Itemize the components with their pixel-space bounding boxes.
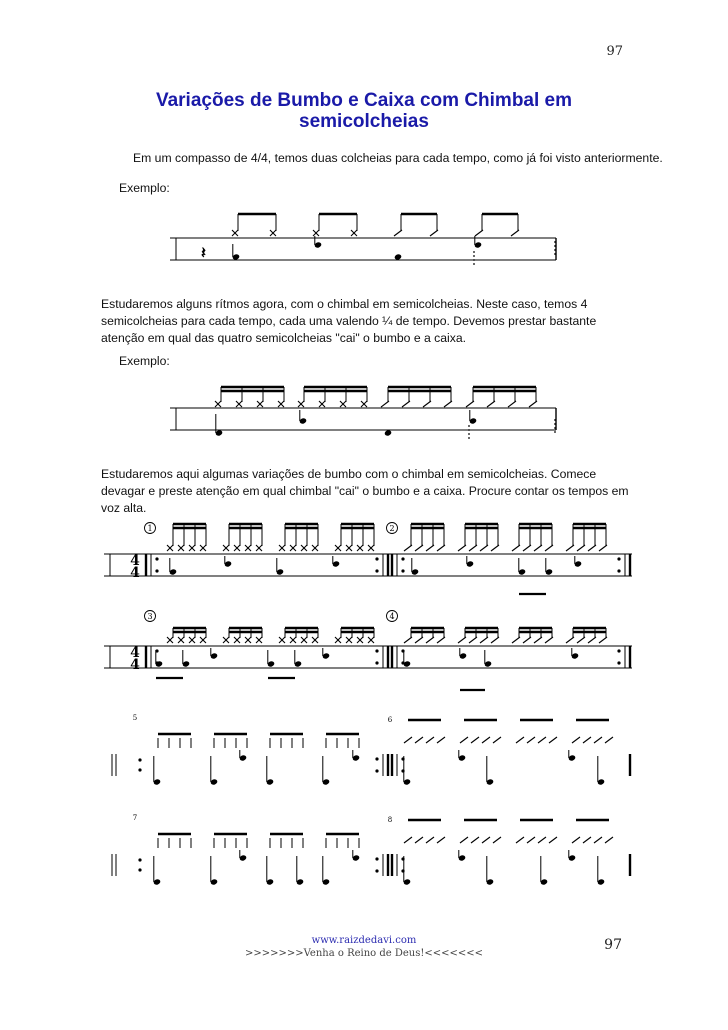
time-signature-bottom: 4 <box>130 565 140 581</box>
hihat-slash-note <box>415 837 423 843</box>
exercise-number: 8 <box>387 816 393 824</box>
exercise-number: 4 <box>389 612 395 621</box>
time-signature-top: 4 <box>130 553 140 569</box>
repeat-dot <box>155 569 158 572</box>
hihat-slash-note <box>527 837 535 843</box>
footer-motto: >>>>>>>Venha o Reino de Deus!<<<<<<< <box>244 948 484 959</box>
hihat-slash-note <box>594 837 602 843</box>
repeat-dot <box>375 661 378 664</box>
exercise-row-3-staff <box>0 712 728 802</box>
repeat-dot <box>401 557 404 560</box>
hihat-slash-note <box>516 737 524 743</box>
hihat-slash-note <box>426 737 434 743</box>
hihat-slash-note <box>415 737 423 743</box>
hihat-slash-note <box>437 837 445 843</box>
hihat-slash-note <box>549 737 557 743</box>
repeat-dot <box>375 569 378 572</box>
page-number-bottom: 97 <box>604 937 622 953</box>
hihat-slash-note <box>549 837 557 843</box>
repeat-dot <box>375 649 378 652</box>
repeat-mark-dot <box>468 429 470 431</box>
hihat-slash-note <box>493 837 501 843</box>
variations-paragraph: Estudaremos aqui algumas variações de bumbo com o chimbal em semicolcheias. Comece devagar e preste atenção em qual chimbal "cai" o bumbo e a caixa. Procure contar os tempos em voz alta. <box>101 467 629 515</box>
repeat-dot <box>138 868 141 871</box>
rest-sign: 𝄽 <box>201 243 206 262</box>
repeat-dot <box>138 858 141 861</box>
hihat-slash-note <box>493 737 501 743</box>
repeat-dot <box>375 557 378 560</box>
example-2-sixteenth-notes-staff <box>0 382 728 462</box>
hihat-slash-note <box>404 737 412 743</box>
example-label-2: Exemplo: <box>119 354 170 368</box>
hihat-slash-note <box>538 737 546 743</box>
footer-url: www.raizdedavi.com <box>311 935 417 946</box>
example-label-1: Exemplo: <box>119 181 170 195</box>
repeat-dot <box>375 857 378 860</box>
exercise-number: 3 <box>147 612 153 621</box>
hihat-slash-note <box>471 837 479 843</box>
hihat-slash-note <box>460 737 468 743</box>
hihat-slash-note <box>460 837 468 843</box>
hihat-slash-note <box>426 837 434 843</box>
exercise-row-4-staff <box>0 812 728 902</box>
repeat-dot <box>617 569 620 572</box>
repeat-mark-dot <box>473 255 475 257</box>
repeat-mark-dot <box>468 437 470 439</box>
repeat-dot <box>617 661 620 664</box>
repeat-dot <box>375 869 378 872</box>
hihat-slash-note <box>605 837 613 843</box>
example-1-eighth-notes-staff <box>0 200 728 280</box>
intro-paragraph: Em um compasso de 4/4, temos duas colcheias para cada tempo, como já foi visto anteriormente. <box>133 151 663 165</box>
repeat-dot <box>155 557 158 560</box>
repeat-mark-dot <box>473 259 475 261</box>
exercise-row-2-staff <box>0 606 728 696</box>
sixteenth-notes-paragraph: Estudaremos alguns rítmos agora, com o chimbal em semicolcheias. Neste caso, temos 4 semicolcheias para cada tempo, cada uma valendo ¼ de tempo. Devemos prestar bastante atenção em qual das quatro semicolcheias "cai" o bumbo e a caixa. <box>101 297 597 345</box>
repeat-mark-dot <box>473 251 475 253</box>
hihat-slash-note <box>605 737 613 743</box>
exercise-number: 2 <box>389 524 395 533</box>
hihat-slash-note <box>594 737 602 743</box>
hihat-slash-note <box>471 737 479 743</box>
time-signature-bottom: 4 <box>130 657 140 673</box>
repeat-mark-dot <box>468 433 470 435</box>
exercise-number: 7 <box>132 814 138 822</box>
page-title: Variações de Bumbo e Caixa com Chimbal em semicolcheias <box>155 90 573 132</box>
page-number-top: 97 <box>606 44 623 59</box>
exercise-row-1-staff <box>0 514 728 604</box>
repeat-mark-dot <box>554 431 556 433</box>
repeat-mark-dot <box>473 263 475 265</box>
exercise-number: 5 <box>132 714 138 722</box>
repeat-dot <box>138 758 141 761</box>
hihat-slash-note <box>583 837 591 843</box>
hihat-slash-note <box>538 837 546 843</box>
hihat-slash-note <box>527 737 535 743</box>
hihat-slash-note <box>572 737 580 743</box>
hihat-slash-note <box>572 837 580 843</box>
exercise-number: 1 <box>147 524 153 533</box>
time-signature-top: 4 <box>130 645 140 661</box>
hihat-slash-note <box>583 737 591 743</box>
hihat-slash-note <box>482 837 490 843</box>
repeat-dot <box>617 557 620 560</box>
hihat-slash-note <box>482 737 490 743</box>
repeat-dot <box>138 768 141 771</box>
repeat-mark-dot <box>468 425 470 427</box>
hihat-slash-note <box>437 737 445 743</box>
hihat-slash-note <box>404 837 412 843</box>
repeat-dot <box>375 757 378 760</box>
repeat-dot <box>617 649 620 652</box>
repeat-dot <box>375 769 378 772</box>
hihat-slash-note <box>516 837 524 843</box>
repeat-dot <box>401 569 404 572</box>
exercise-number: 6 <box>387 716 393 724</box>
